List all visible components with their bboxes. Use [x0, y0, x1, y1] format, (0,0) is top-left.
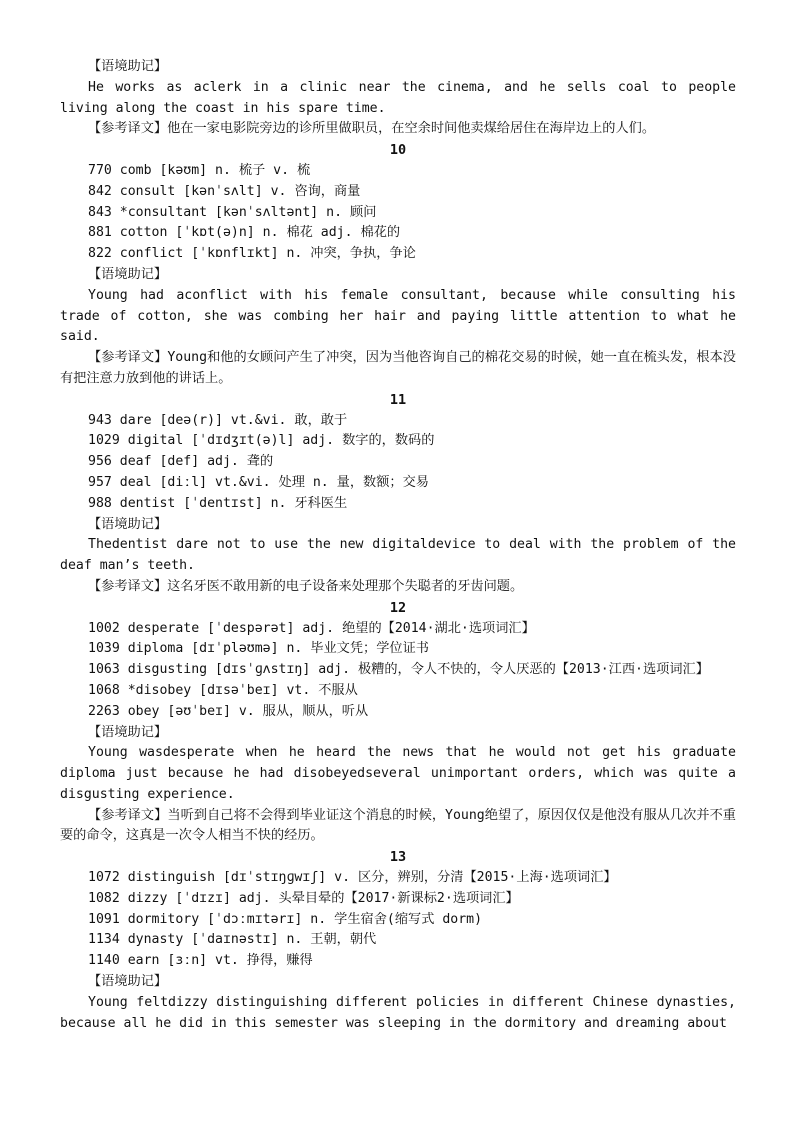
context-text: Thedentist dare not to use the new digitaldevice to deal with the problem of the deaf man’s teeth. [60, 537, 736, 574]
section-number: 12 [389, 599, 407, 616]
translation-block [60, 577, 736, 598]
context-text: Young had aconflict with his female consultant, because while consulting his trade of cotton, she was combing her hair and paying little attention to what he said. [60, 287, 736, 345]
translation-block [60, 348, 736, 390]
word-entry: 957 deal [diːl] vt.&vi. 处理 n. 量，数额；交易 [88, 474, 429, 490]
translation-text: 他在一家电影院旁边的诊所里做职员，在空余时间他卖煤给居住在海岸边上的人们。 [167, 121, 656, 137]
context-label: 【语境助记】 [88, 266, 168, 282]
word-entry: 842 consult [kənˈsʌlt] v. 咨询，商量 [88, 183, 361, 199]
section-number: 11 [389, 391, 407, 408]
section-10 [60, 140, 736, 390]
word-entry: 1072 distinguish [dɪˈstɪŋɡwɪʃ] v. 区分，辨别，分清【2015·上海·选项词汇】 [88, 870, 617, 886]
translation-text: Young和他的女顾问产生了冲突，因为当他咨询自己的棉花交易的时候，她一直在梳头发，根本没有把注意力放到他的讲话上。 [60, 350, 736, 386]
context-label: 【语境助记】 [88, 59, 168, 74]
word-entry: 943 dare [deə(r)] vt.&vi. 敢，敢于 [88, 412, 348, 428]
context-text: He works as aclerk in a clinic near the cinema, and he sells coal to people living along the coast in his spare time. [60, 79, 736, 116]
word-entry: 1002 desperate [ˈdespərət] adj. 绝望的【2014·湖北·选项词汇】 [88, 620, 535, 636]
section-number: 13 [389, 849, 407, 866]
context-text: Young feltdizzy distinguishing different policies in different Chinese dynasties, because all he did in this semester was sleeping in the dormitory and dreaming about [60, 994, 736, 1031]
word-entry: 1029 digital [ˈdɪdʒɪt(ə)l] adj. 数字的，数码的 [88, 433, 435, 449]
translation-label: 【参考译文】 [88, 578, 168, 594]
section-11 [60, 390, 736, 598]
translation-label: 【参考译文】 [88, 350, 168, 366]
context-label: 【语境助记】 [88, 516, 168, 532]
word-entry: 988 dentist [ˈdentɪst] n. 牙科医生 [88, 495, 348, 511]
context-text: Young wasdesperate when he heard the news that he would not get his graduate diploma just because he had disobeyedseveral unimportant orders, which was quite a disgusting experience. [60, 745, 736, 802]
word-entry: 1063 disgusting [dɪsˈɡʌstɪŋ] adj. 极糟的，令人不快的，令人厌恶的【2013·江西·选项词汇】 [88, 662, 709, 678]
word-entry: 1068 *disobey [dɪsəˈbeɪ] vt. 不服从 [88, 682, 358, 698]
section-12 [60, 598, 736, 848]
section-number: 10 [389, 142, 407, 159]
word-entry: 822 conflict [ˈkɒnflɪkt] n. 冲突，争执，争论 [88, 246, 416, 262]
document-page [60, 57, 736, 1034]
translation-block [60, 806, 736, 848]
translation-text: 当听到自己将不会得到毕业证这个消息的时候，Young绝望了，原因仅仅是他没有服从几次并不重要的命令，这真是一次令人相当不快的经历。 [60, 807, 736, 844]
word-entry: 1140 earn [ɜːn] vt. 挣得，赚得 [88, 953, 313, 969]
word-entry: 956 deaf [def] adj. 聋的 [88, 454, 274, 470]
translation-label: 【参考译文】 [88, 121, 168, 137]
translation-block [60, 119, 736, 140]
translation-text: 这名牙医不敢用新的电子设备来处理那个失聪者的牙齿问题。 [167, 578, 524, 594]
word-entry: 843 *consultant [kənˈsʌltənt] n. 顾问 [88, 204, 377, 220]
word-entry: 2263 obey [əʊˈbeɪ] v. 服从，顺从，听从 [88, 703, 369, 719]
section-13 [60, 847, 736, 1034]
translation-label: 【参考译文】 [88, 807, 168, 823]
word-entry: 1091 dormitory [ˈdɔːmɪtərɪ] n. 学生宿舍(缩写式 dorm) [88, 911, 483, 927]
word-entry: 770 comb [kəʊm] n. 梳子 v. 梳 [88, 162, 311, 178]
context-label: 【语境助记】 [88, 974, 168, 990]
section-intro [60, 57, 736, 140]
word-entry: 1082 dizzy [ˈdɪzɪ] adj. 头晕目晕的【2017·新课标2·选项词汇】 [88, 890, 519, 906]
word-entry: 1134 dynasty [ˈdaɪnəstɪ] n. 王朝，朝代 [88, 932, 377, 948]
context-label: 【语境助记】 [88, 724, 168, 740]
word-entry: 1039 diploma [dɪˈpləʊmə] n. 毕业文凭；学位证书 [88, 641, 429, 657]
word-entry: 881 cotton [ˈkɒt(ə)n] n. 棉花 adj. 棉花的 [88, 225, 401, 241]
